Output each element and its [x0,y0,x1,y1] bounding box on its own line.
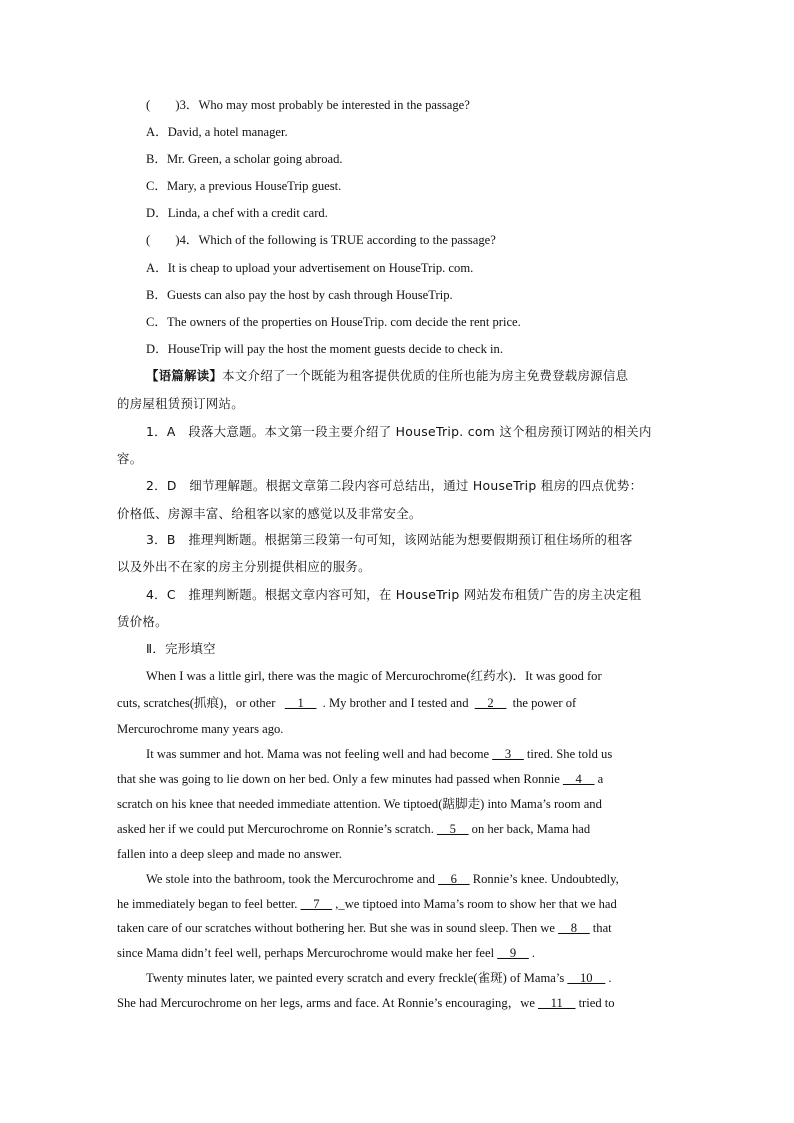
answer-4-line2: 赁价格。 [117,614,168,629]
cloze-text: a [597,772,604,786]
cloze-text: . [531,946,536,960]
question-3-option-c: C．Mary, a previous HouseTrip guest. [146,179,342,193]
cloze-text: tired. She told us [526,747,613,761]
blank-3: __3__ [492,747,524,761]
cloze-text: She had Mercurochrome on her legs, arms and face. At Ronnie’s encouraging，we [117,996,535,1010]
question-4-stem: ( )4．Which of the following is TRUE according to the passage? [146,233,496,247]
blank-9: __9__ [497,946,529,960]
question-4-option-b: B．Guests can also pay the host by cash through HouseTrip. [146,288,453,302]
cloze-p2-line4 [117,821,677,837]
blank-1: __1__ [284,696,317,710]
cloze-text: he immediately began to feel better. [117,897,298,911]
cloze-text: . My brother and I tested and [322,696,469,710]
blank-10: __10__ [567,971,606,985]
cloze-p3-line2 [117,896,677,912]
answer-2-line2: 价格低、房源丰富、给租客以家的感觉以及非常安全。 [117,506,422,521]
cloze-text: Twenty minutes later, we painted every scratch and every freckle(雀斑) of Mama’s [146,971,565,985]
cloze-p2-line5: fallen into a deep sleep and made no answer. [117,847,342,861]
cloze-p1-line3: Mercurochrome many years ago. [117,722,284,736]
analysis-intro [146,368,677,384]
blank-6: __6__ [438,872,470,886]
analysis-heading: 【语篇解读】 [146,368,223,383]
question-3-option-d: D．Linda, a chef with a credit card. [146,206,328,220]
cloze-p1-line1: When I was a little girl, there was the magic of Mercurochrome(红药水)．It was good for [146,669,602,683]
cloze-text: We stole into the bathroom, took the Mercurochrome and [146,872,435,886]
question-4-option-a: A．It is cheap to upload your advertisement on HouseTrip. com. [146,261,474,275]
answer-1-line2: 容。 [117,451,143,466]
cloze-p2-line2 [117,771,677,787]
cloze-text: on her back, Mama had [471,822,591,836]
answer-3-line1: 3．B 推理判断题。根据第三段第一句可知，该网站能为想要假期预订租住场所的租客 [146,532,633,547]
cloze-text: . [608,971,612,985]
blank-4: __4__ [562,772,595,786]
cloze-p2-line1 [146,746,677,762]
cloze-p3-line3 [117,920,677,936]
cloze-text: since Mama didn’t feel well, perhaps Mercurochrome would make her feel [117,946,495,960]
question-3-option-b: B．Mr. Green, a scholar going abroad. [146,152,343,166]
cloze-text: taken care of our scratches without bothering her. But she was in sound sleep. Then we [117,921,555,935]
cloze-p4-line2 [117,995,677,1011]
blank-11: __11__ [538,996,576,1010]
cloze-text: It was summer and hot. Mama was not feeling well and had become [146,747,490,761]
answer-2-line1: 2．D 细节理解题。根据文章第二段内容可总结出，通过 HouseTrip 租房的四点优势： [146,478,643,493]
cloze-text: cuts, scratches(抓痕)，or other [117,696,276,710]
cloze-p3-line4 [117,945,677,961]
cloze-text: Ronnie’s knee. Undoubtedly, [472,872,619,886]
cloze-p1-line2 [117,695,677,711]
cloze-p3-line1 [146,871,677,887]
analysis-intro-text: 本文介绍了一个既能为租客提供优质的住所也能为房主免费登载房源信息 [222,368,629,383]
blank-5: __5__ [437,822,469,836]
question-3-stem: ( )3．Who may most probably be interested in the passage? [146,98,470,112]
answer-1-line1: 1．A 段落大意题。本文第一段主要介绍了 HouseTrip. com 这个租房预订网站的相关内 [146,424,652,439]
section-title: Ⅱ．完形填空 [146,641,216,656]
cloze-p2-line3: scratch on his knee that needed immediate attention. We tiptoed(踮脚走) into Mama’s room and [117,797,602,811]
question-3-option-a: A．David, a hotel manager. [146,125,288,139]
cloze-p4-line1 [146,970,677,986]
cloze-text: the power of [512,696,577,710]
question-4-option-d: D．HouseTrip will pay the host the moment guests decide to check in. [146,342,504,356]
cloze-text: that [592,921,612,935]
blank-2: __2__ [474,696,507,710]
cloze-text: tried to [578,996,615,1010]
question-4-option-c: C．The owners of the properties on HouseTrip. com decide the rent price. [146,315,521,329]
cloze-text: asked her if we could put Mercurochrome on Ronnie’s scratch. [117,822,434,836]
answer-3-line2: 以及外出不在家的房主分别提供相应的服务。 [117,559,371,574]
cloze-text: ,_we tiptoed into Mama’s room to show her that we had [335,897,617,911]
cloze-text: that she was going to lie down on her bed. Only a few minutes had passed when Ronnie [117,772,560,786]
blank-7: __7__ [300,897,333,911]
answer-4-line1: 4．C 推理判断题。根据文章内容可知，在 HouseTrip 网站发布租赁广告的房主决定租 [146,587,642,602]
blank-8: __8__ [558,921,590,935]
analysis-intro-line2: 的房屋租赁预订网站。 [117,396,244,411]
